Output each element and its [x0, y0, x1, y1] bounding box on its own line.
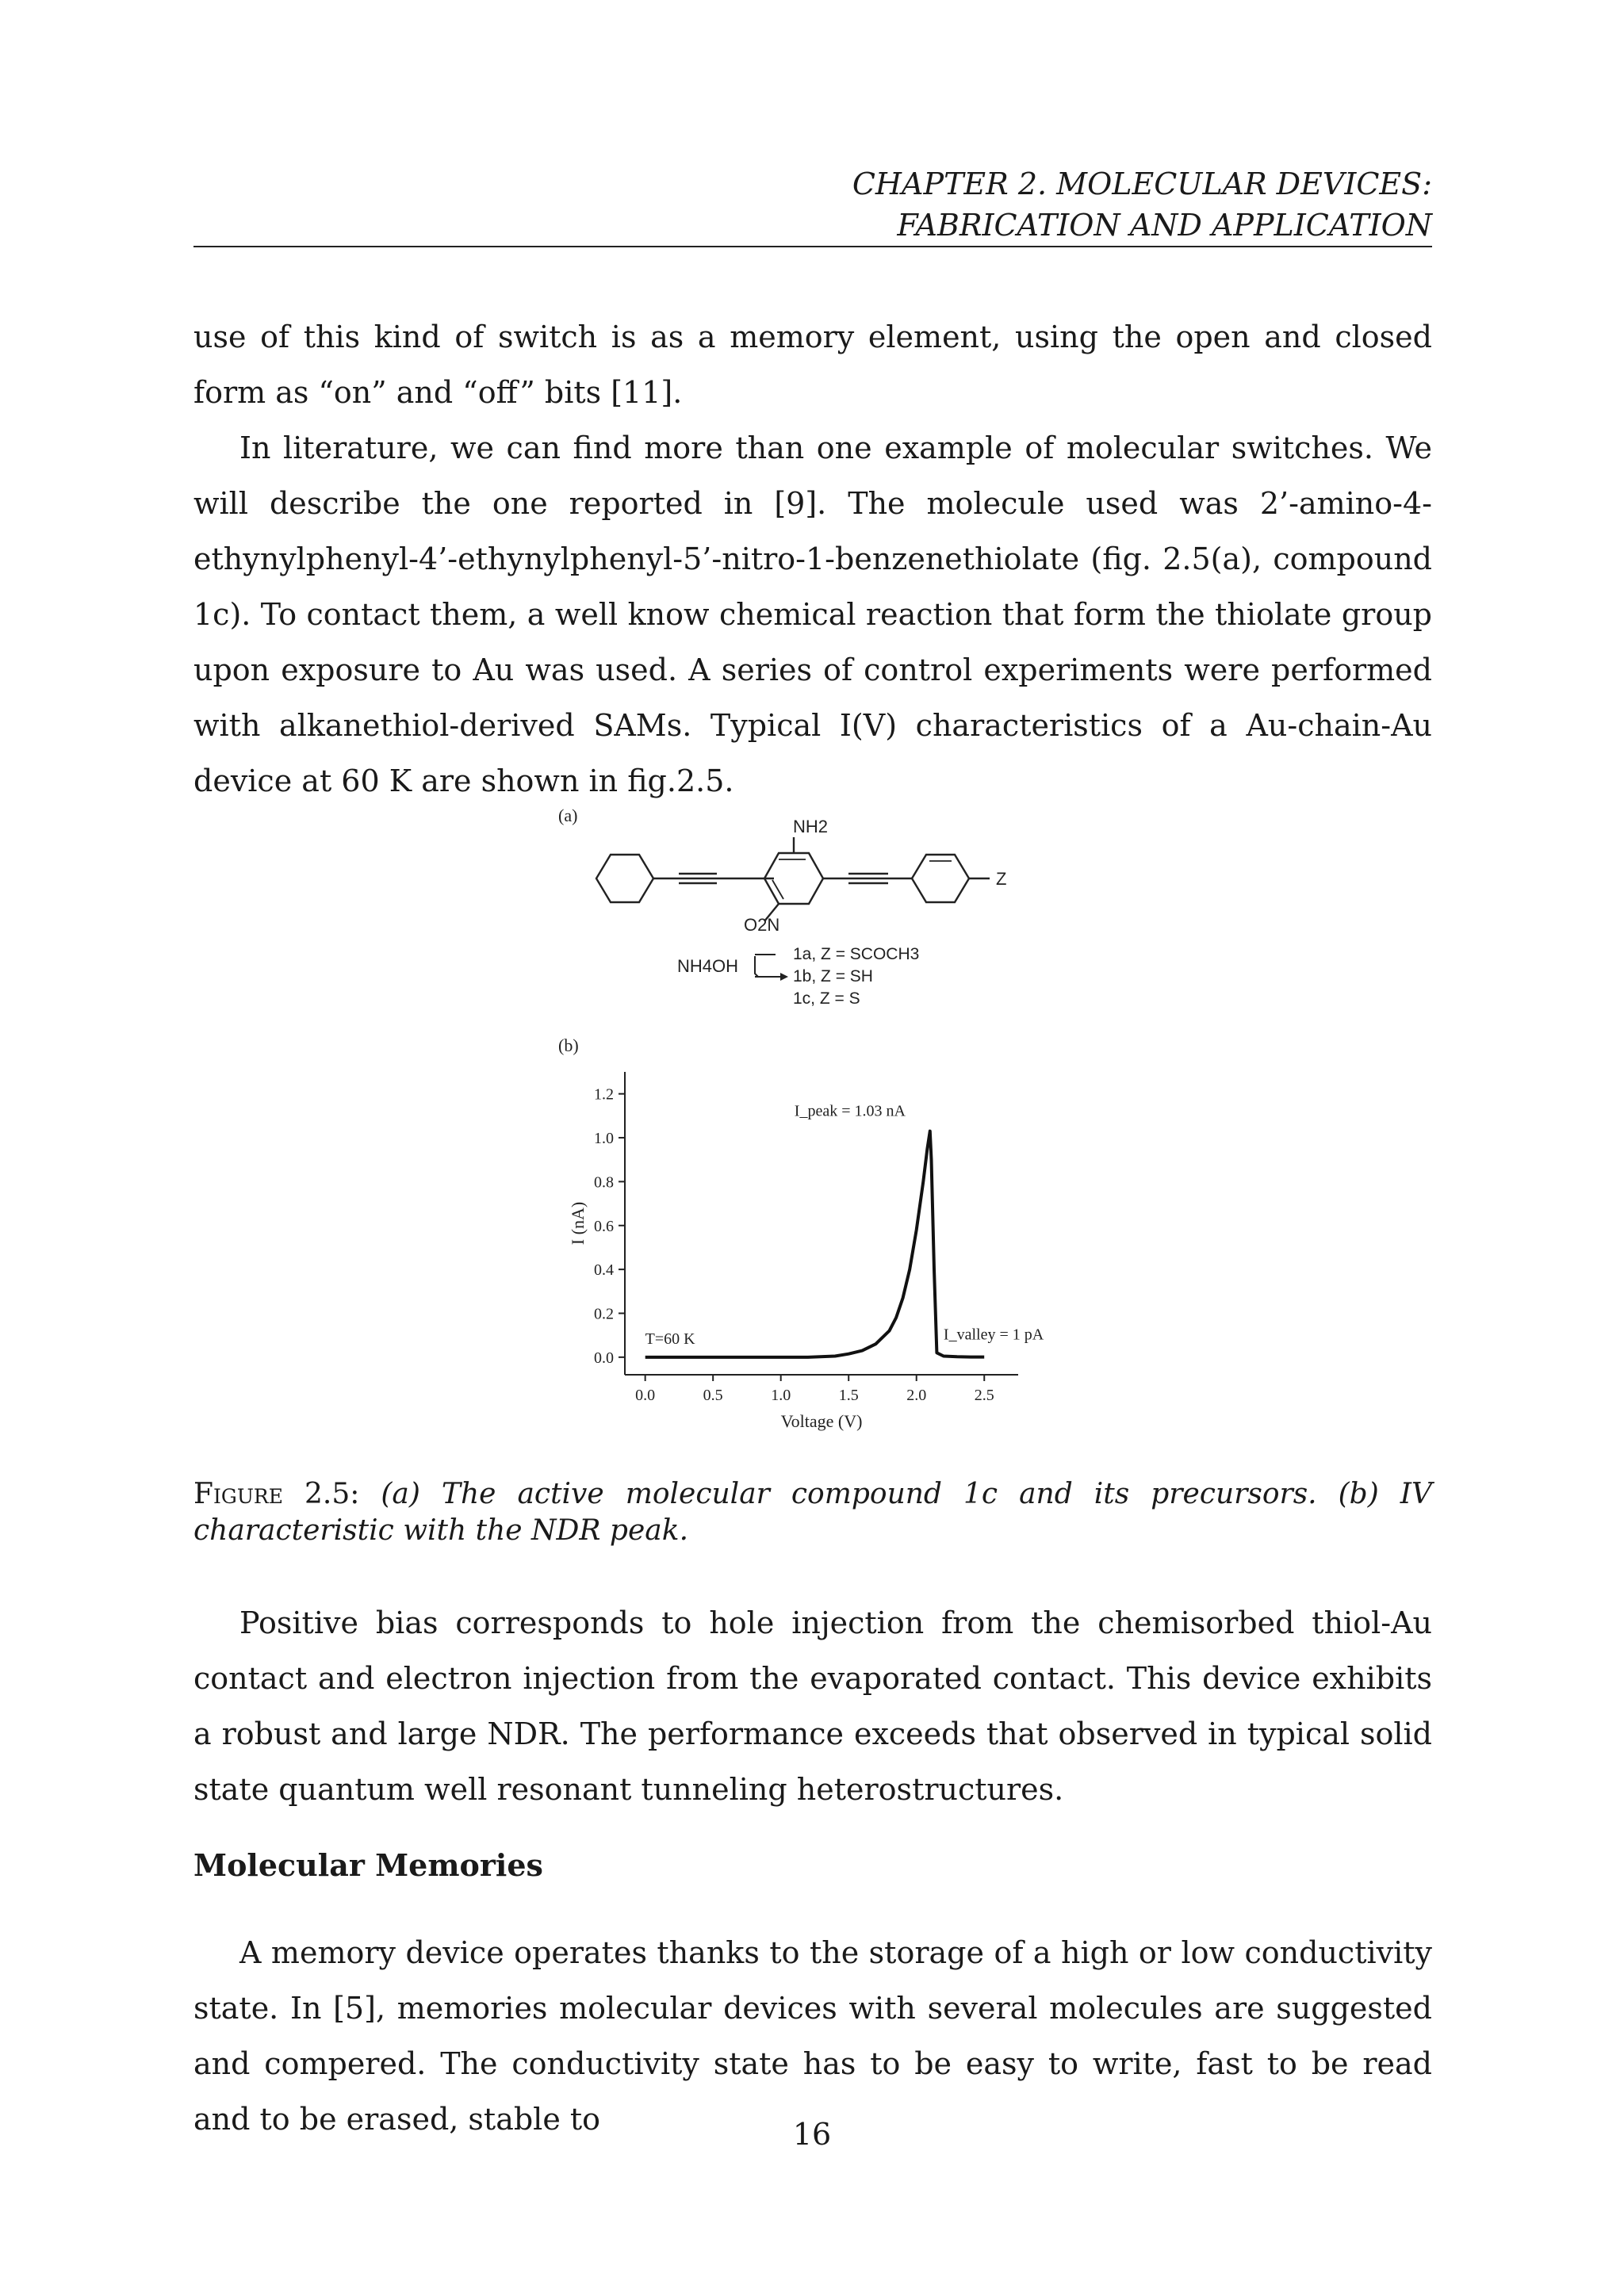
x-tick-label: 0.5	[703, 1387, 723, 1404]
valley-annotation: I_valley = 1 pA	[943, 1326, 1044, 1344]
running-header	[193, 163, 1432, 246]
benzene-ring-left	[596, 855, 653, 902]
y-tick-label: 1.0	[594, 1130, 614, 1148]
figure-caption	[193, 1476, 1432, 1549]
y-tick-label: 0.6	[594, 1217, 614, 1235]
header-rule	[193, 246, 1432, 247]
header-line-1: CHAPTER 2. MOLECULAR DEVICES:	[852, 166, 1432, 201]
header-line-2: FABRICATION AND APPLICATION	[897, 208, 1432, 243]
caption-text: (a) The active molecular compound 1c and its precursors. (b) IV characteristic with the NDR peak.	[193, 1478, 1432, 1547]
iv-chart	[568, 1072, 1044, 1431]
x-tick-label: 0.0	[635, 1387, 656, 1404]
x-axis-label: Voltage (V)	[780, 1411, 863, 1431]
y-tick-label: 0.0	[594, 1349, 614, 1367]
caption-label: Figure 2.5:	[193, 1478, 360, 1510]
y-tick-label: 0.4	[594, 1261, 614, 1280]
paragraph-1: use of this kind of switch is as a memory element, using the open and closed form as “on” and “off” bits [11].	[193, 320, 1432, 410]
paragraph-2: In literature, we can find more than one example of molecular switches. We will describe the one reported in [9]. The molecule used was 2’-amino-4-ethynylphenyl-4’-ethynylphenyl-5’-nitro-1-benzenethiolate (fig. 2.5(a), compound 1c). To contact them, a well know chemical reaction that form the thiolate group upon exposure to Au was used. A series of control experiments were performed with alkanethiol-derived SAMs. Typical I(V) characteristics of a Au-chain-Au device at 60 K are shown in fig.2.5.	[193, 430, 1432, 798]
x-tick-label: 2.5	[974, 1387, 994, 1404]
compound-1c-label: 1c, Z = S	[793, 989, 860, 1008]
x-tick-label: 1.0	[771, 1387, 791, 1404]
y-tick-label: 0.2	[594, 1305, 614, 1323]
compound-1b-label: 1b, Z = SH	[793, 967, 873, 985]
y-tick-label: 1.2	[594, 1085, 614, 1104]
reaction-arrowhead	[780, 973, 788, 981]
x-tick-label: 2.0	[906, 1387, 927, 1404]
figure-2-5	[523, 793, 1094, 1451]
z-label: Z	[996, 869, 1007, 889]
amine-label: NH2	[793, 817, 829, 836]
benzene-ring-right	[912, 855, 969, 902]
panel-a-label: (a)	[558, 806, 578, 825]
y-axis-label: I (nA)	[568, 1201, 588, 1246]
y-tick-label: 0.8	[594, 1173, 614, 1192]
compound-1a-label: 1a, Z = SCOCH3	[793, 945, 920, 963]
page-number: 16	[792, 2117, 832, 2152]
section-title: Molecular Memories	[193, 1847, 543, 1883]
x-tick-label: 1.5	[838, 1387, 859, 1404]
paragraph-3: Positive bias corresponds to hole injection from the chemisorbed thiol-Au contact and electron injection from the evaporated contact. This device exhibits a robust and large NDR. The performance exceeds that observed in typical solid state quantum well resonant tunneling heterostructures.	[193, 1605, 1432, 1807]
reagent-label: NH4OH	[677, 956, 739, 976]
series-line-IV	[645, 1131, 984, 1357]
peak-annotation: I_peak = 1.03 nA	[794, 1102, 906, 1120]
nitro-label: O2N	[744, 915, 780, 935]
temperature-annotation: T=60 K	[645, 1330, 695, 1349]
paragraph-4: A memory device operates thanks to the storage of a high or low conductivity state. In [5], memories molecular devices with several molecules are suggested and compered. The conductivity state has to be easy to write, fast to be read and to be erased, stable to	[193, 1935, 1432, 2137]
panel-b-label: (b)	[558, 1035, 579, 1055]
